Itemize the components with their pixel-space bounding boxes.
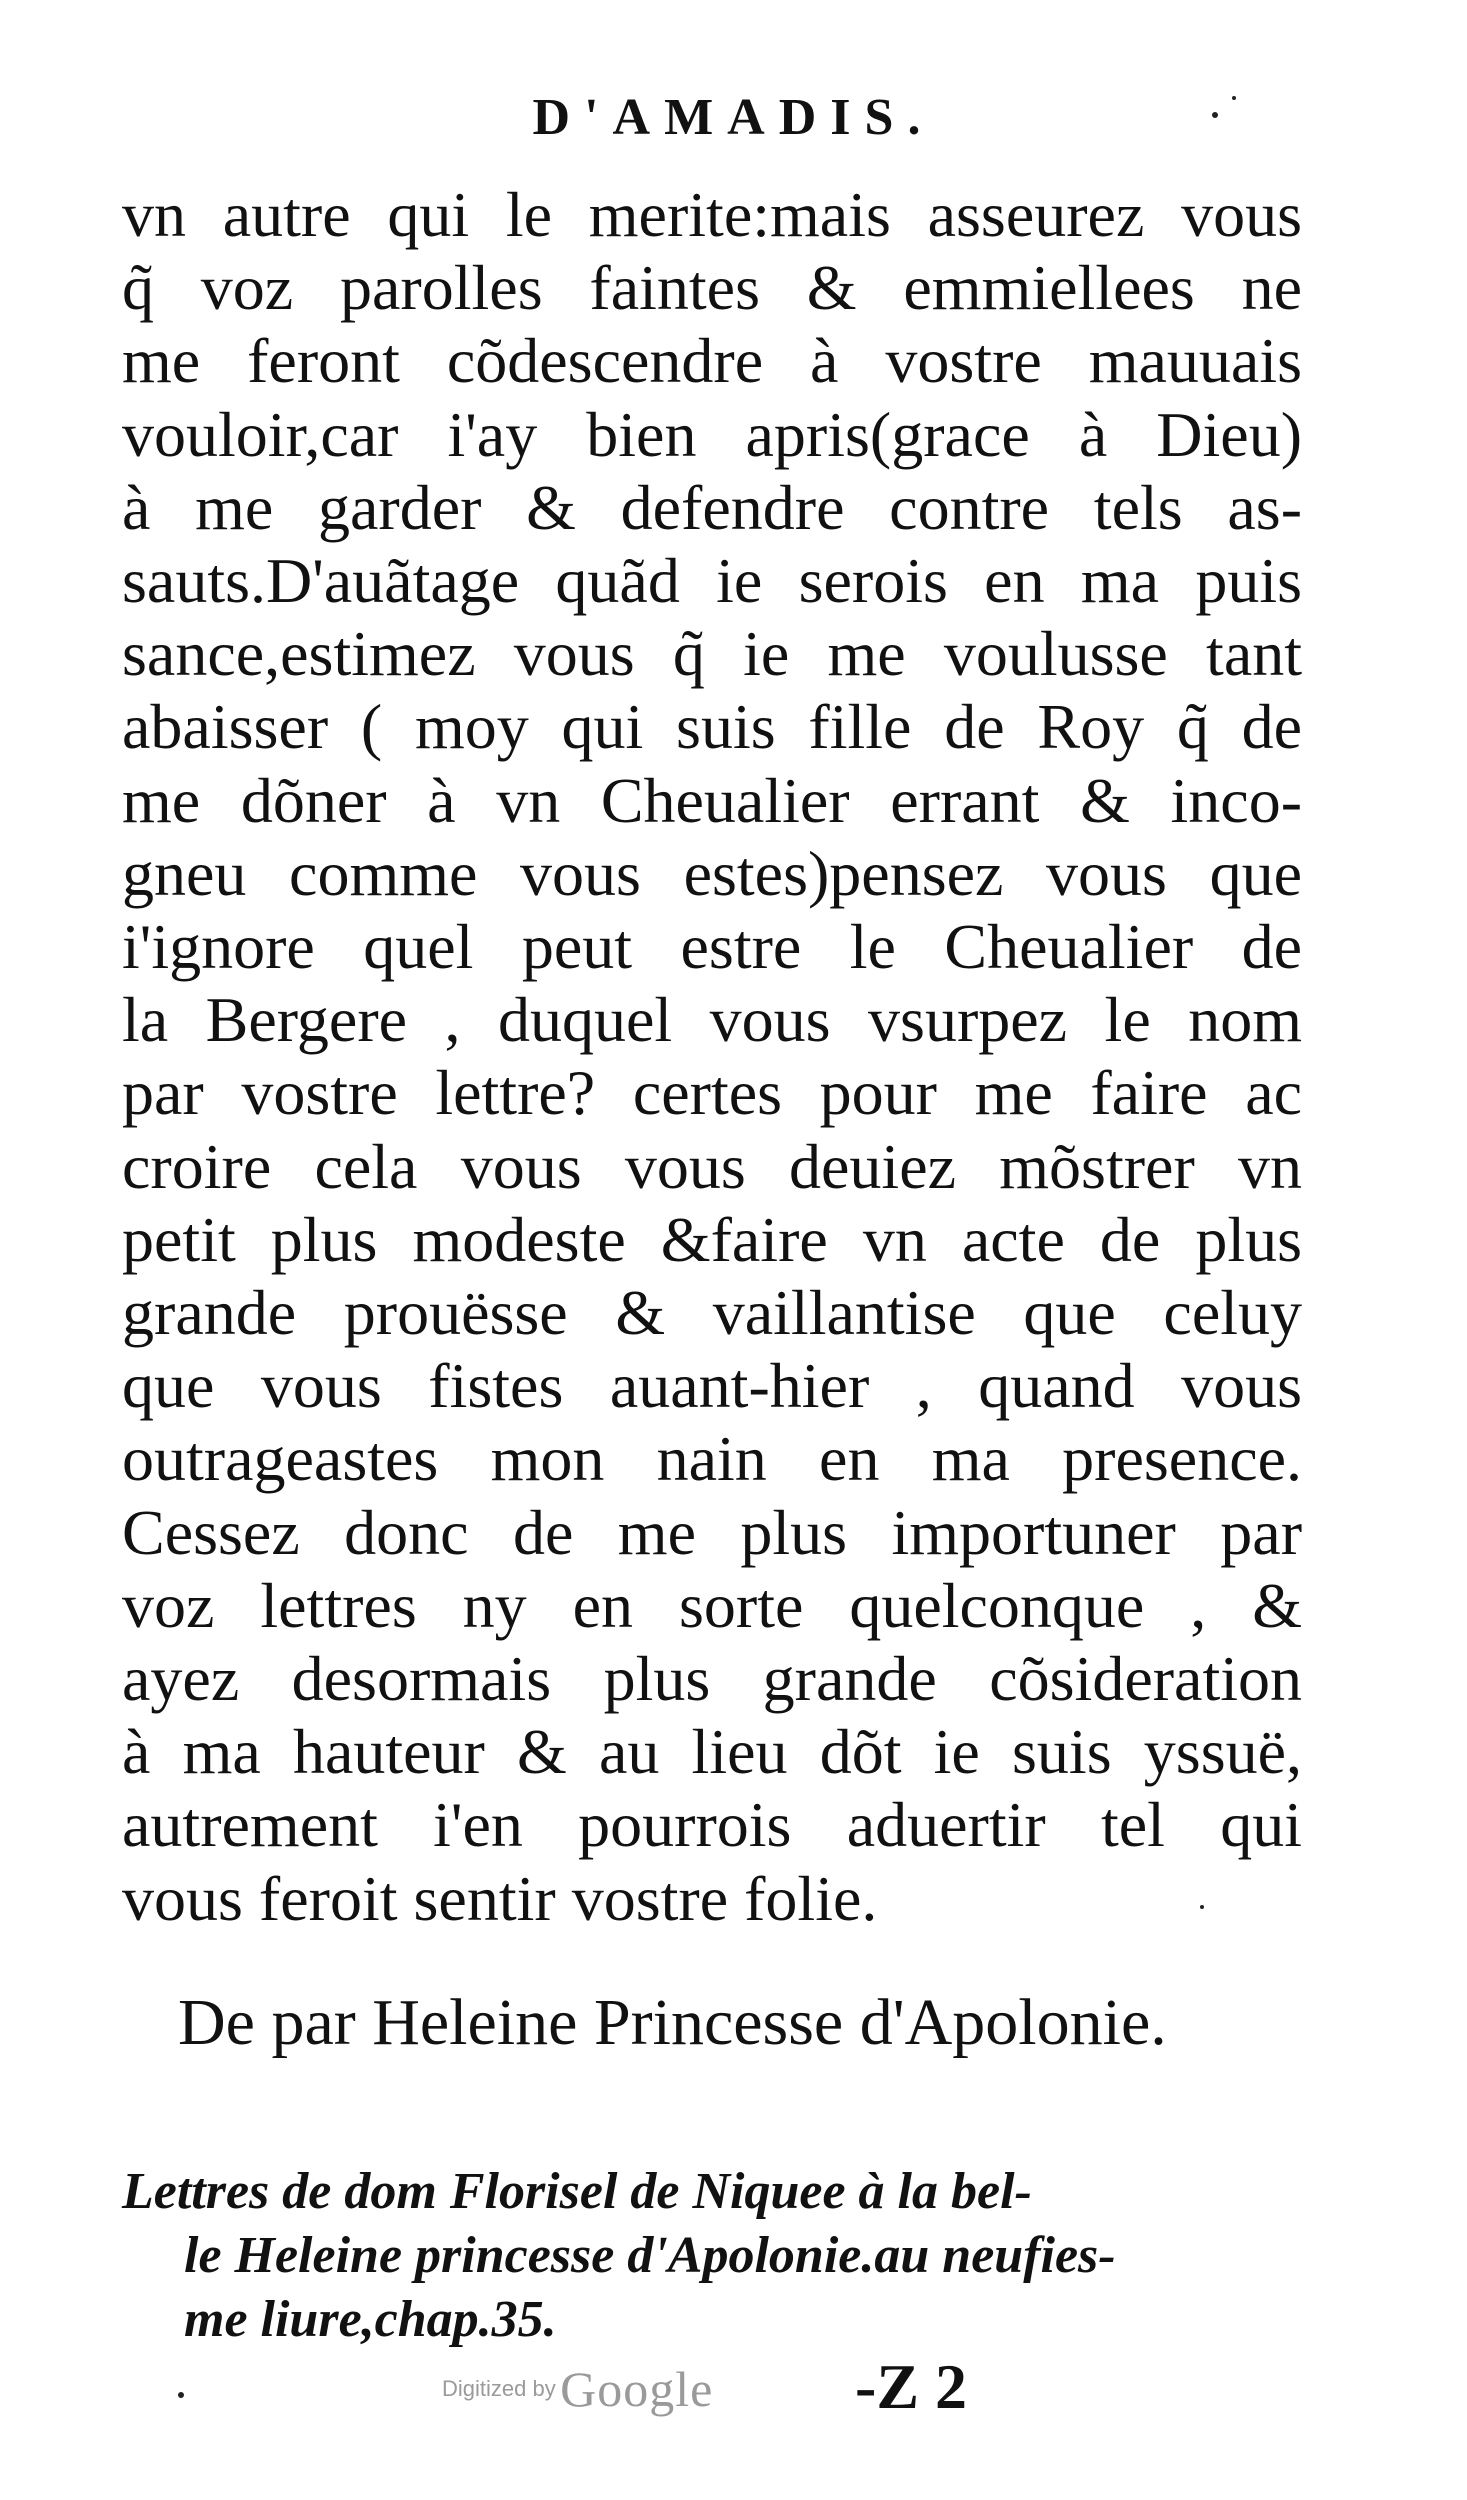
body-line: croire cela vous vous deuiez mõstrer vn — [122, 1130, 1302, 1202]
ink-speck — [1232, 96, 1236, 100]
body-line: q̃ voz parolles faintes & emmiellees ne — [122, 252, 1302, 324]
body-line: i'ignore quel peut estre le Cheualier de — [122, 911, 1302, 983]
body-line: petit plus modeste &faire vn acte de plus — [122, 1203, 1302, 1275]
printer-signature-mark: -Z 2 — [855, 2351, 967, 2422]
body-line: Cessez donc de me plus importuner par — [122, 1496, 1302, 1568]
body-line: sance,estimez vous q̃ ie me voulusse tant — [122, 618, 1302, 690]
heading-line: le Heleine princesse d'Apolonie.au neufies- — [184, 2227, 1116, 2284]
digitized-prefix: Digitized by — [442, 2376, 556, 2401]
letter-signature: De par Heleine Princesse d'Apolonie. — [178, 1986, 1167, 2059]
body-line: sauts.D'auãtage quãd ie serois en ma puis — [122, 545, 1302, 617]
body-line: autrement i'en pourrois aduertir tel qui — [122, 1789, 1302, 1861]
body-line: outrageastes mon nain en ma presence. — [122, 1423, 1302, 1495]
body-line: que vous fistes auant-hier , quand vous — [122, 1350, 1302, 1422]
body-line: ayez desormais plus grande cõsideration — [122, 1643, 1302, 1715]
body-line: vous feroit sentir vostre folie. — [122, 1862, 878, 1934]
body-line: vouloir,car i'ay bien apris(grace à Dieu) — [122, 398, 1302, 470]
heading-line: me liure,chap.35. — [184, 2291, 557, 2348]
ink-speck — [1212, 112, 1218, 118]
heading-line: Lettres de dom Florisel de Niquee à la bel- — [122, 2163, 1032, 2220]
body-line: la Bergere , duquel vous vsurpez le nom — [122, 984, 1302, 1056]
body-line: à ma hauteur & au lieu dõt ie suis yssuë, — [122, 1716, 1302, 1788]
body-line: à me garder & defendre contre tels as- — [122, 471, 1302, 543]
ink-speck — [178, 2392, 184, 2398]
body-line: vn autre qui le merite:mais asseurez vous — [122, 179, 1302, 250]
ink-speck — [1200, 1905, 1204, 1909]
body-line: grande prouësse & vaillantise que celuy — [122, 1277, 1302, 1349]
body-line: me dõner à vn Cheualier errant & inco- — [122, 764, 1302, 836]
digitized-watermark — [442, 2360, 713, 2418]
running-head: D'AMADIS. — [532, 89, 935, 146]
body-line: me feront cõdescendre à vostre mauuais — [122, 325, 1302, 397]
body-line: abaisser ( moy qui suis fille de Roy q̃ de — [122, 691, 1302, 763]
body-line: gneu comme vous estes)pensez vous que — [122, 837, 1302, 909]
next-letter-heading — [122, 2160, 1312, 2352]
body-line: voz lettres ny en sorte quelconque , & — [122, 1569, 1302, 1641]
body-line: par vostre lettre? certes pour me faire ac — [122, 1057, 1302, 1129]
letter-body — [122, 178, 1302, 1935]
digitized-brand: Google — [560, 2361, 714, 2417]
